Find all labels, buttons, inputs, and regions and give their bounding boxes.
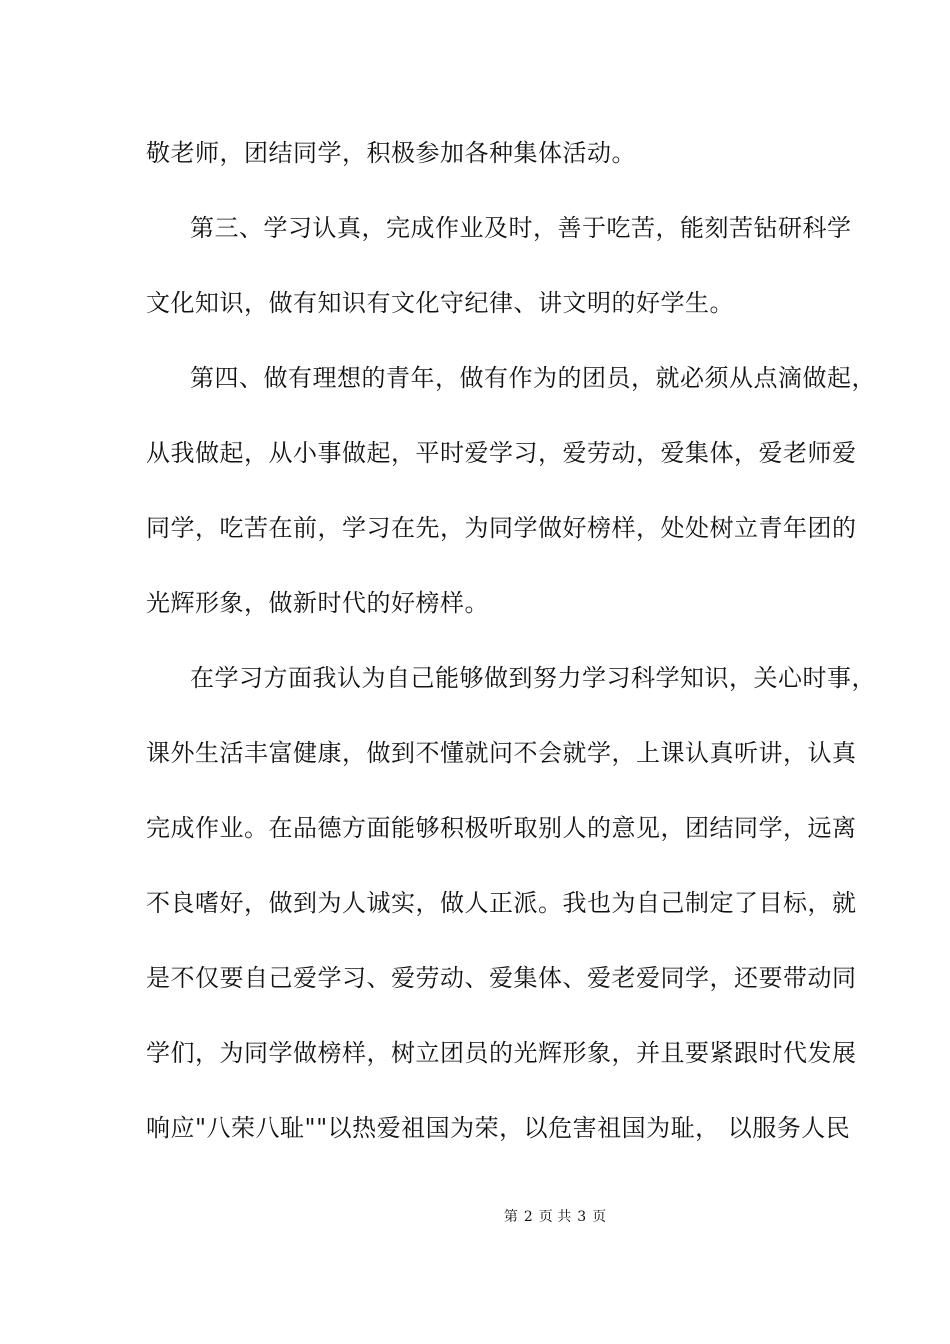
text-line: 完成作业。在品德方面能够积极听取别人的意见，团结同学，远离 [146, 814, 857, 842]
footer-page-number: 2 [523, 1209, 533, 1225]
text-line: 响应"八荣八耻""以热爱祖国为荣，以危害祖国为耻， 以服务人民 [146, 1114, 851, 1142]
text-line: 第四、做有理想的青年，做有作为的团员，就必须从点滴做起， [190, 364, 876, 392]
footer-total-pages: 3 [577, 1209, 587, 1225]
text-line: 是不仅要自己爱学习、爱劳动、爱集体、爱老爱同学，还要带动同 [146, 964, 857, 992]
footer-middle: 页 共 [538, 1209, 572, 1225]
text-line: 从我做起，从小事做起，平时爱学习，爱劳动，爱集体，爱老师爱 [146, 439, 857, 467]
text-line: 学们，为同学做榜样，树立团员的光辉形象，并且要紧跟时代发展 [146, 1039, 857, 1067]
text-line: 文化知识，做有知识有文化守纪律、讲文明的好学生。 [146, 289, 734, 317]
text-line: 第三、学习认真，完成作业及时，善于吃苦，能刻苦钻研科学 [190, 214, 852, 242]
footer-prefix: 第 [503, 1209, 518, 1225]
text-line: 敬老师，团结同学，积极参加各种集体活动。 [146, 139, 636, 167]
footer-suffix: 页 [592, 1209, 607, 1225]
text-line: 课外生活丰富健康，做到不懂就问不会就学，上课认真听讲，认真 [146, 739, 857, 767]
page-footer [0, 1208, 950, 1226]
text-line: 在学习方面我认为自己能够做到努力学习科学知识，关心时事， [190, 664, 876, 692]
text-line: 光辉形象，做新时代的好榜样。 [146, 589, 489, 617]
text-line: 同学，吃苦在前，学习在先，为同学做好榜样，处处树立青年团的 [146, 514, 857, 542]
text-line: 不良嗜好，做到为人诚实，做人正派。我也为自己制定了目标，就 [146, 889, 857, 917]
